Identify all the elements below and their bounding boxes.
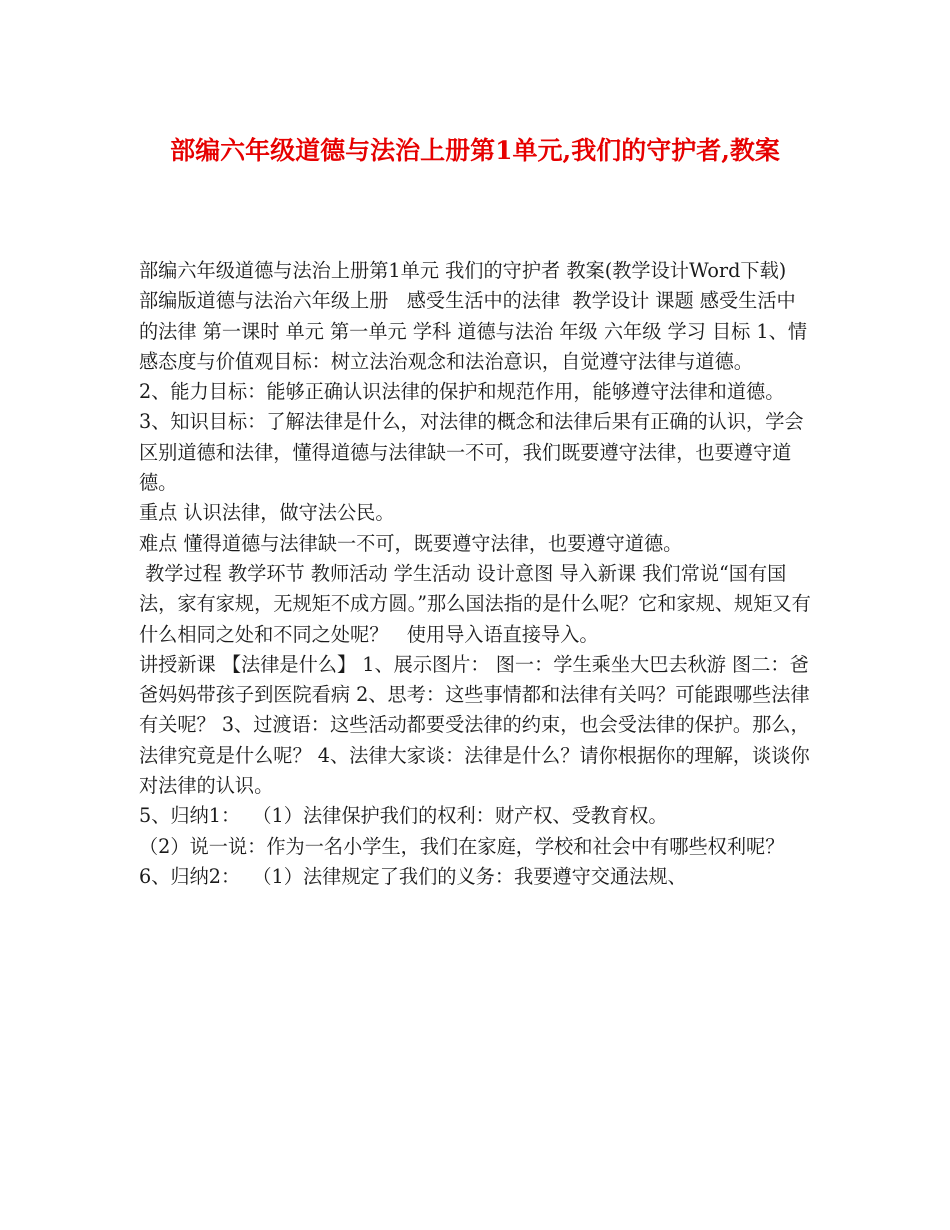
paragraph-summary-2: （2）说一说：作为一名小学生，我们在家庭，学校和社会中有哪些权利呢？ 6、归纳2： （1）法律规定了我们的义务：我要遵守交通法规、 [139, 834, 791, 888]
paragraph-new-lesson: 讲授新课 【法律是什么】 1、展示图片： 图一：学生乘坐大巴去秋游 图二：爸爸妈妈带孩子到医院看病 2、思考：这些事情都和法律有关吗？可能跟哪些法律有关呢？ 3、过渡语：这些活动都要受法律的约束，也会受法律的保护。那么，法律究竟是什么呢？ 4、法律大家谈：法律是什么？请你根据你的理解，谈谈你对法律的认识。 [139, 652, 810, 798]
paragraph-ability-goal: 2、能力目标：能够正确认识法律的保护和规范作用，能够遵守法律和道德。 [139, 380, 785, 404]
paragraph-teaching-process: 教学过程 教学环节 教师活动 学生活动 设计意图 导入新课 我们常说“国有国法，家有家规，无规矩不成方圆。”那么国法指的是什么呢？它和家规、规矩又有什么相同之处和不同之处呢？ 使用导入语直接导入。 [139, 561, 811, 646]
document-title: 部编六年级道德与法治上册第1单元,我们的守护者,教案 [170, 136, 780, 165]
paragraph-key-point: 重点 认识法律，做守法公民。 [139, 501, 395, 525]
paragraph-difficult-point: 难点 懂得道德与法律缺一不可，既要遵守法律，也要遵守道德。 [139, 531, 683, 555]
paragraph-intro: 部编六年级道德与法治上册第1单元 我们的守护者 教案(教学设计Word下载) 部编版道德与法治六年级上册 感受生活中的法律 教学设计 课题 感受生活中的法律 第一课时 单元 第一单元 学科 道德与法治 年级 六年级 学习 目标 1、情感态度与价值观目标：树立法治观念和法治意识，自觉遵守法律与道德。 [139, 259, 811, 373]
document-body [139, 256, 811, 892]
paragraph-knowledge-goal: 3、知识目标：了解法律是什么，对法律的概念和法律后果有正确的认识，学会区别道德和法律，懂得道德与法律缺一不可，我们既要遵守法律，也要遵守道德。 [139, 410, 804, 495]
paragraph-summary-1: 5、归纳1： （1）法律保护我们的权利：财产权、受教育权。 [139, 804, 668, 828]
